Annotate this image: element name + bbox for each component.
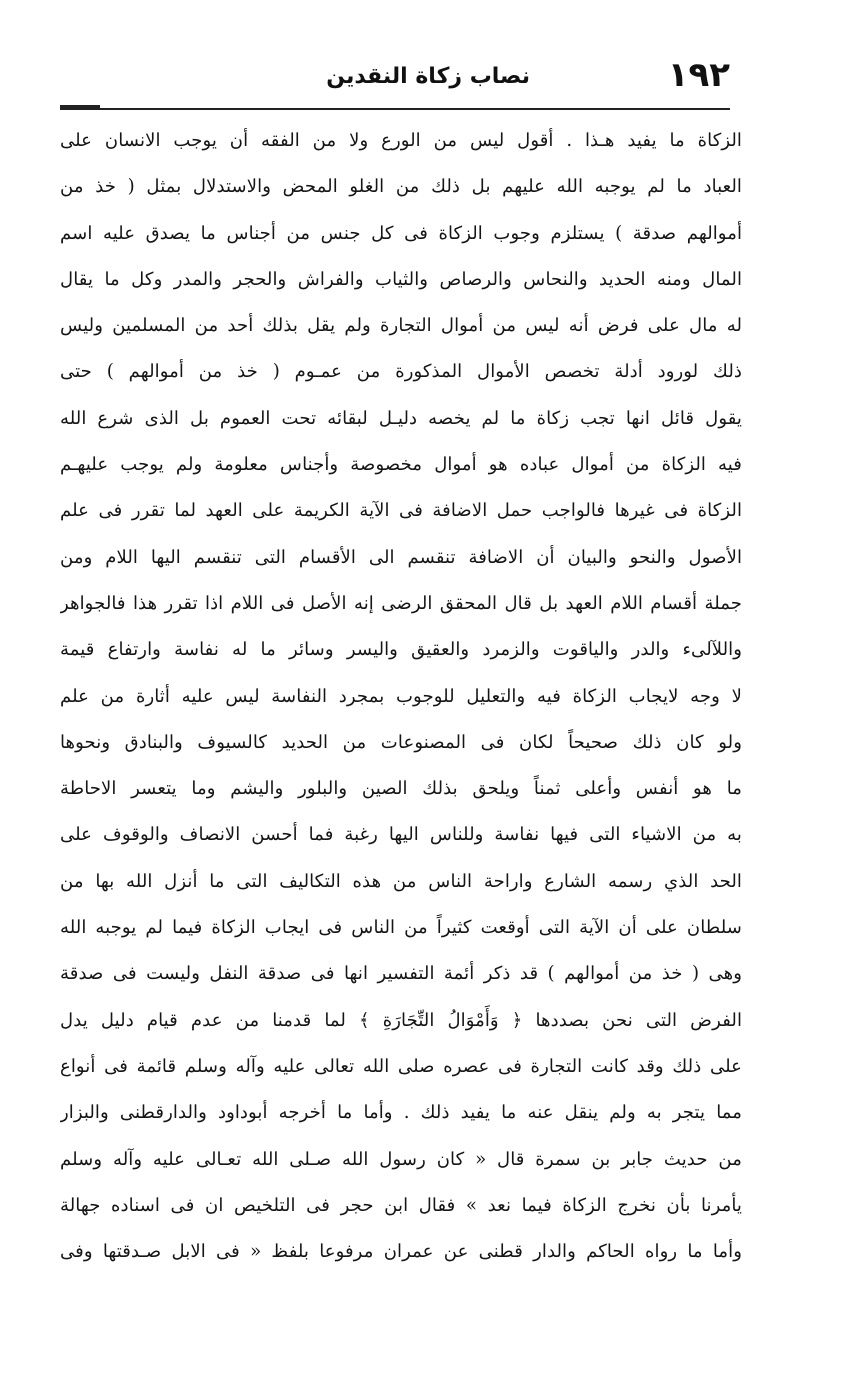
text-line: الزكاة فى غيرها فالواجب حمل الاضافة فى الآية الكريمة على العهد لما تقرر فى علم bbox=[60, 500, 742, 522]
text-line: يأمرنا بأن نخرج الزكاة فيما نعد » فقال ابن حجر فى التلخيص ان فى اسناده جهالة bbox=[60, 1194, 742, 1216]
text-line: الزكاة ما يفيد هـذا . أقول ليس من الورع ولا من الفقه أن يوجب الانسان على bbox=[60, 130, 742, 151]
page-header bbox=[60, 54, 730, 104]
text-line: أموالهم صدقة ) يستلزم وجوب الزكاة فى كل جنس من أجناس ما يصدق عليه اسم bbox=[60, 222, 742, 244]
text-line: من حديث جابر بن سمرة قال « كان رسول الله صـلى الله تعـالى عليه وآله وسلم bbox=[60, 1148, 742, 1170]
text-line: واللآلىء والدر والياقوت والزمرد والعقيق واليسر وسائر ما له نفاسة وارتفاع قيمة bbox=[60, 639, 742, 661]
text-line: وأما ما رواه الحاكم والدار قطنى عن عمران مرفوعا بلفظ « فى الابل صـدقتها وفى bbox=[60, 1241, 742, 1263]
text-line: فيه الزكاة من أموال عباده هو أموال مخصوصة وأجناس معلومة ولم يوجب عليهـم bbox=[60, 454, 742, 476]
text-line: العباد ما لم يوجبه الله عليهم بل ذلك من الغلو المحض والاستدلال بمثل ( خذ من bbox=[60, 176, 742, 198]
running-title: نصاب زكاة النقدين bbox=[326, 64, 530, 89]
body-text bbox=[60, 118, 742, 1275]
text-line: يقول قائل انها تجب زكاة ما لم يخصه دليـل لبقائه تحت العموم بل الذى شرع الله bbox=[60, 407, 742, 429]
text-line: وهى ( خذ من أموالهم ) قد ذكر أئمة التفسير انها فى صدقة النفل وليست فى صدقة bbox=[60, 963, 742, 985]
text-line: لا وجه لايجاب الزكاة فيه والتعليل للوجوب بمجرد النفاسة ليس عليه أثارة من علم bbox=[60, 685, 742, 707]
header-divider-accent bbox=[60, 105, 100, 110]
text-line: الحد الذي رسمه الشارع واراحة الناس من هذه التكاليف التى ما أنزل الله بها من bbox=[60, 870, 742, 892]
text-line: به من الاشياء التى فيها نفاسة وللناس اليها رغبة فما أحسن الانصاف والوقوف على bbox=[60, 824, 742, 846]
text-line: ذلك لورود أدلة تخصص الأموال المذكورة من عمـوم ( خذ من أموالهم ) حتى bbox=[60, 361, 742, 383]
text-line: المال ومنه الحديد والنحاس والرصاص والثياب والفراش والحجر والمدر وكل ما يقال bbox=[60, 268, 742, 290]
header-divider bbox=[60, 108, 730, 110]
text-line: ما هو أنفس وأعلى ثمناً ويلحق بذلك الصين والبلور واليشم وما يتعسر الاحاطة bbox=[60, 778, 742, 800]
text-line: سلطان على أن الآية التى أوقعت كثيراً من الناس فى ايجاب الزكاة فيما لم يوجبه الله bbox=[60, 917, 742, 939]
text-line: جملة أقسام اللام العهد بل قال المحقق الرضى إنه الأصل فى اللام اذا تقرر هذا فالجواهر bbox=[60, 592, 742, 614]
text-line: ولو كان ذلك صحيحاً لكان فى المصنوعات من الحديد كالسيوف والبنادق ونحوها bbox=[60, 731, 742, 753]
text-line: الفرض التى نحن بصددها ﴿ وَأَمْوَالُ التِّجَارَةِ ﴾ لما قدمنا من عدم قيام دليل يدل bbox=[60, 1009, 742, 1031]
text-line: مما يتجر به ولم ينقل عنه ما يفيد ذلك . وأما ما أخرجه أبوداود والدارقطنى والبزار bbox=[60, 1102, 742, 1124]
page-number: ١٩٢ bbox=[667, 55, 730, 95]
text-line: له مال على فرض أنه ليس من أموال التجارة ولم يقل بذلك أحد من المسلمين وليس bbox=[60, 315, 742, 337]
text-line: على ذلك وقد كانت التجارة فى عصره صلى الله تعالى عليه وآله وسلم قائمة فى أنواع bbox=[60, 1055, 742, 1077]
text-line: الأصول والنحو والبيان أن الاضافة تنقسم الى الأقسام التى تنقسم اليها اللام ومن bbox=[60, 546, 742, 568]
